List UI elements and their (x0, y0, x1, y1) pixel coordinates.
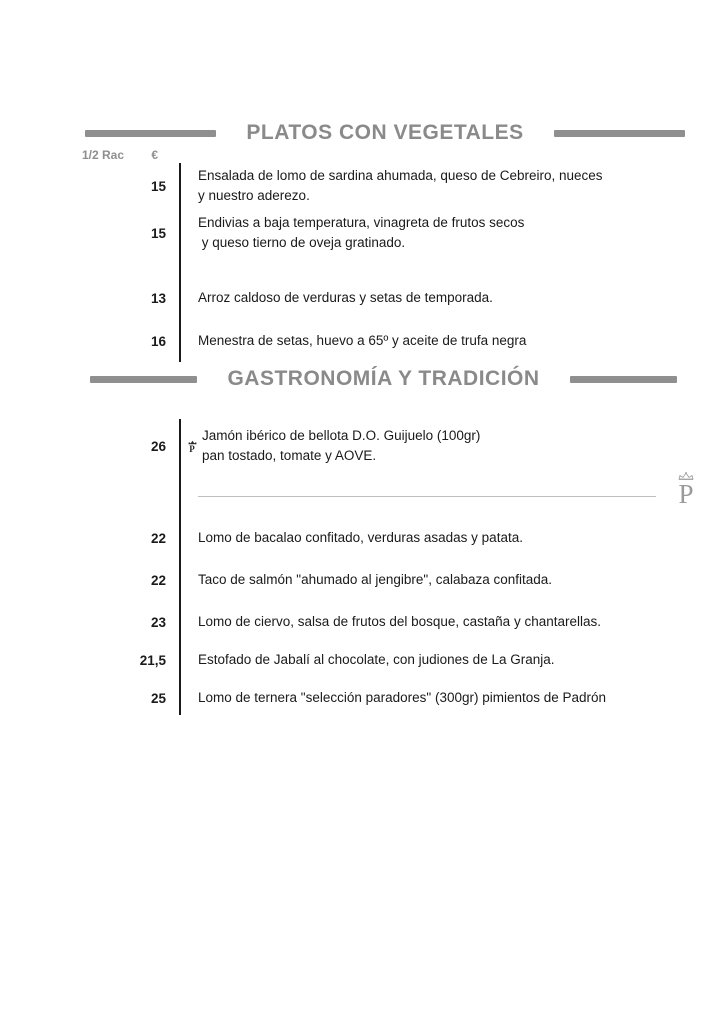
item-price: 16 (150, 333, 166, 349)
menu-item (82, 570, 682, 590)
item-price: 22 (150, 530, 166, 546)
items-block-vegetales (82, 163, 682, 362)
item-description: Estofado de Jabalí al chocolate, con judiones de La Granja. (198, 652, 555, 667)
item-price: 22 (150, 572, 166, 588)
item-description: Lomo de bacalao confitado, verduras asadas y patata. (198, 530, 523, 545)
title-rule-left (90, 376, 197, 383)
item-price: 21,5 (139, 652, 166, 668)
item-price: 13 (150, 290, 166, 306)
menu-item (82, 688, 682, 708)
item-description: Menestra de setas, huevo a 65º y aceite de trufa negra (198, 333, 527, 348)
item-description: Taco de salmón "ahumado al jengibre", calabaza confitada. (198, 572, 553, 587)
menu-item (82, 166, 682, 206)
vertical-rule (179, 163, 181, 362)
title-rule-left (85, 130, 216, 137)
col-half-portion-label: 1/2 Rac (82, 148, 125, 162)
menu-item (82, 426, 682, 466)
watermark-letter: P (678, 479, 694, 509)
paradores-watermark (668, 472, 704, 507)
item-price: 15 (150, 178, 166, 194)
item-description (186, 426, 480, 466)
item-lines: Jamón ibérico de bellota D.O. Guijuelo (100gr) pan tostado, tomate y AOVE. (202, 428, 481, 463)
section-title-gastronomia: GASTRONOMÍA Y TRADICIÓN (227, 367, 540, 390)
section-title-vegetales: PLATOS CON VEGETALES (246, 121, 524, 144)
section-title-row-vegetales (85, 121, 685, 145)
title-rule-right (554, 130, 685, 137)
title-rule-right (570, 376, 677, 383)
item-description: Ensalada de lomo de sardina ahumada, queso de Cebreiro, nueces y nuestro aderezo. (198, 168, 603, 203)
section-divider-line (198, 496, 656, 497)
vertical-rule (179, 419, 181, 715)
menu-item (82, 650, 682, 670)
item-description: Endivias a baja temperatura, vinagreta de frutos secos y queso tierno de oveja gratinado. (198, 215, 525, 250)
section-title-row-gastronomia (90, 367, 677, 391)
col-currency-label: € (151, 148, 158, 162)
item-description: Arroz caldoso de verduras y setas de temporada. (198, 290, 493, 305)
menu-item (82, 612, 682, 632)
item-price: 15 (150, 225, 166, 241)
menu-item (82, 288, 682, 308)
menu-item (82, 528, 682, 548)
menu-item (82, 213, 682, 253)
paradores-crown-p-icon: P (186, 440, 198, 453)
item-description: Lomo de ternera "selección paradores" (300gr) pimientos de Padrón (198, 690, 607, 705)
item-price: 23 (150, 614, 166, 630)
column-header (82, 148, 158, 162)
items-block-gastronomia (82, 419, 682, 715)
item-price: 25 (150, 690, 166, 706)
item-description: Lomo de ciervo, salsa de frutos del bosque, castaña y chantarellas. (198, 614, 601, 629)
menu-item (82, 331, 682, 351)
item-price: 26 (150, 438, 166, 454)
